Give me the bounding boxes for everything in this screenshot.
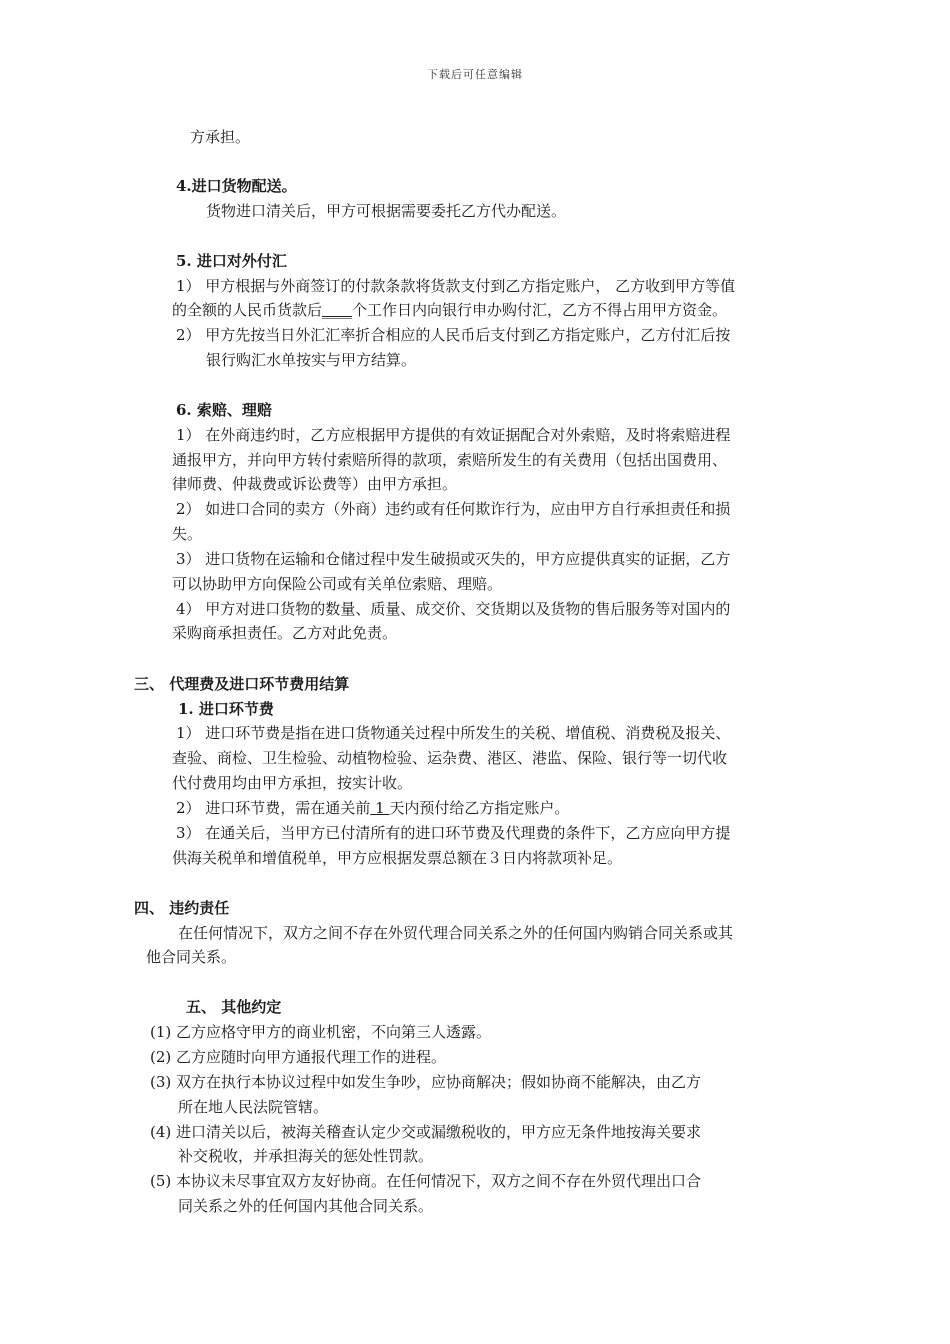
section-3-item-2: 2） 进口环节费，需在通关前 1 天内预付给乙方指定账户。 bbox=[176, 799, 570, 817]
section-5-other-item-4-line-2: 补交税收，并承担海关的惩处性罚款。 bbox=[178, 1147, 434, 1165]
section-5-other-item-5-line-1: (5) 本协议未尽事宜双方友好协商。在任何情况下，双方之间不存在外贸代理出口合 bbox=[150, 1172, 702, 1190]
section-6-item-4-line-1: 4） 甲方对进口货物的数量、质量、成交价、交货期以及货物的售后服务等对国内的 bbox=[176, 600, 731, 618]
section-5-item-2-line-1: 2） 甲方先按当日外汇汇率折合相应的人民币后支付到乙方指定账户，乙方付汇后按 bbox=[176, 326, 731, 344]
section-5-other-item-3-line-2: 所在地人民法院管辖。 bbox=[178, 1098, 329, 1116]
section-6-title: 6. 索赔、理赔 bbox=[176, 401, 272, 419]
section-3-item-3-line-2: 供海关税单和增值税单，甲方应根据发票总额在３日内将款项补足。 bbox=[172, 849, 623, 867]
section-5-other-item-2: (2) 乙方应随时向甲方通报代理工作的进程。 bbox=[150, 1048, 447, 1066]
continuation-text: 方承担。 bbox=[190, 128, 251, 146]
section-4-breach-line-2: 他合同关系。 bbox=[146, 948, 237, 966]
section-6-item-1-line-2: 通报甲方，并向甲方转付索赔所得的款项，索赔所发生的有关费用（包括出国费用、 bbox=[172, 451, 728, 469]
section-5-item-1-line-2: 的全额的人民币货款后____个工作日内向银行申办购付汇，乙方不得占用甲方资金。 bbox=[172, 301, 728, 319]
section-3-item-1-line-2: 查验、商检、卫生检验、动植物检验、运杂费、港区、港监、保险、银行等一切代收 bbox=[172, 749, 728, 767]
section-5-other-item-3-line-1: (3) 双方在执行本协议过程中如发生争吵，应协商解决；假如协商不能解决，由乙方 bbox=[150, 1073, 702, 1091]
section-3-subtitle-1: 1. 进口环节费 bbox=[178, 700, 274, 718]
section-3-title: 三、 代理费及进口环节费用结算 bbox=[134, 675, 350, 693]
section-5-other-title: 五、 其他约定 bbox=[186, 998, 282, 1016]
section-6-item-1-line-1: 1） 在外商违约时，乙方应根据甲方提供的有效证据配合对外索赔，及时将索赔进程 bbox=[176, 426, 731, 444]
section-5-other-item-4-line-1: (4) 进口清关以后，被海关稽查认定少交或漏缴税收的，甲方应无条件地按海关要求 bbox=[150, 1123, 702, 1141]
section-4-paragraph: 货物进口清关后，甲方可根据需要委托乙方代办配送。 bbox=[206, 202, 567, 220]
section-4-title: 4.进口货物配送。 bbox=[176, 177, 297, 195]
section-4-breach-title: 四、 违约责任 bbox=[134, 899, 230, 917]
section-3-item-1-line-3: 代付费用均由甲方承担，按实计收。 bbox=[172, 774, 413, 792]
section-6-item-3-line-1: 3） 进口货物在运输和仓储过程中发生破损或灭失的，甲方应提供真实的证据，乙方 bbox=[176, 550, 731, 568]
section-5-other-item-5-line-2: 同关系之外的任何国内其他合同关系。 bbox=[178, 1197, 434, 1215]
section-6-item-4-line-2: 采购商承担责任。乙方对此免责。 bbox=[172, 624, 398, 642]
section-6-item-3-line-2: 可以协助甲方向保险公司或有关单位索赔、理赔。 bbox=[172, 575, 503, 593]
section-5-item-1-line-1: 1） 甲方根据与外商签订的付款条款将货款支付到乙方指定账户， 乙方收到甲方等值 bbox=[176, 277, 736, 295]
section-5-item-2-line-2: 银行购汇水单按实与甲方结算。 bbox=[206, 351, 417, 369]
section-6-item-2-line-2: 失。 bbox=[172, 525, 203, 543]
section-3-item-3-line-1: 3） 在通关后，当甲方已付清所有的进口环节费及代理费的条件下，乙方应向甲方提 bbox=[176, 824, 731, 842]
page-header-note: 下载后可任意编辑 bbox=[427, 68, 523, 81]
section-4-breach-line-1: 在任何情况下，双方之间不存在外贸代理合同关系之外的任何国内购销合同关系或其 bbox=[178, 924, 734, 942]
section-5-title: 5. 进口对外付汇 bbox=[176, 252, 287, 270]
section-5-other-item-1: (1) 乙方应格守甲方的商业机密，不向第三人透露。 bbox=[150, 1023, 492, 1041]
section-6-item-2-line-1: 2） 如进口合同的卖方（外商）违约或有任何欺诈行为，应由甲方自行承担责任和损 bbox=[176, 500, 731, 518]
section-6-item-1-line-3: 律师费、仲裁费或诉讼费等）由甲方承担。 bbox=[172, 475, 458, 493]
section-3-item-1-line-1: 1） 进口环节费是指在进口货物通关过程中所发生的关税、增值税、消费税及报关、 bbox=[176, 724, 731, 742]
